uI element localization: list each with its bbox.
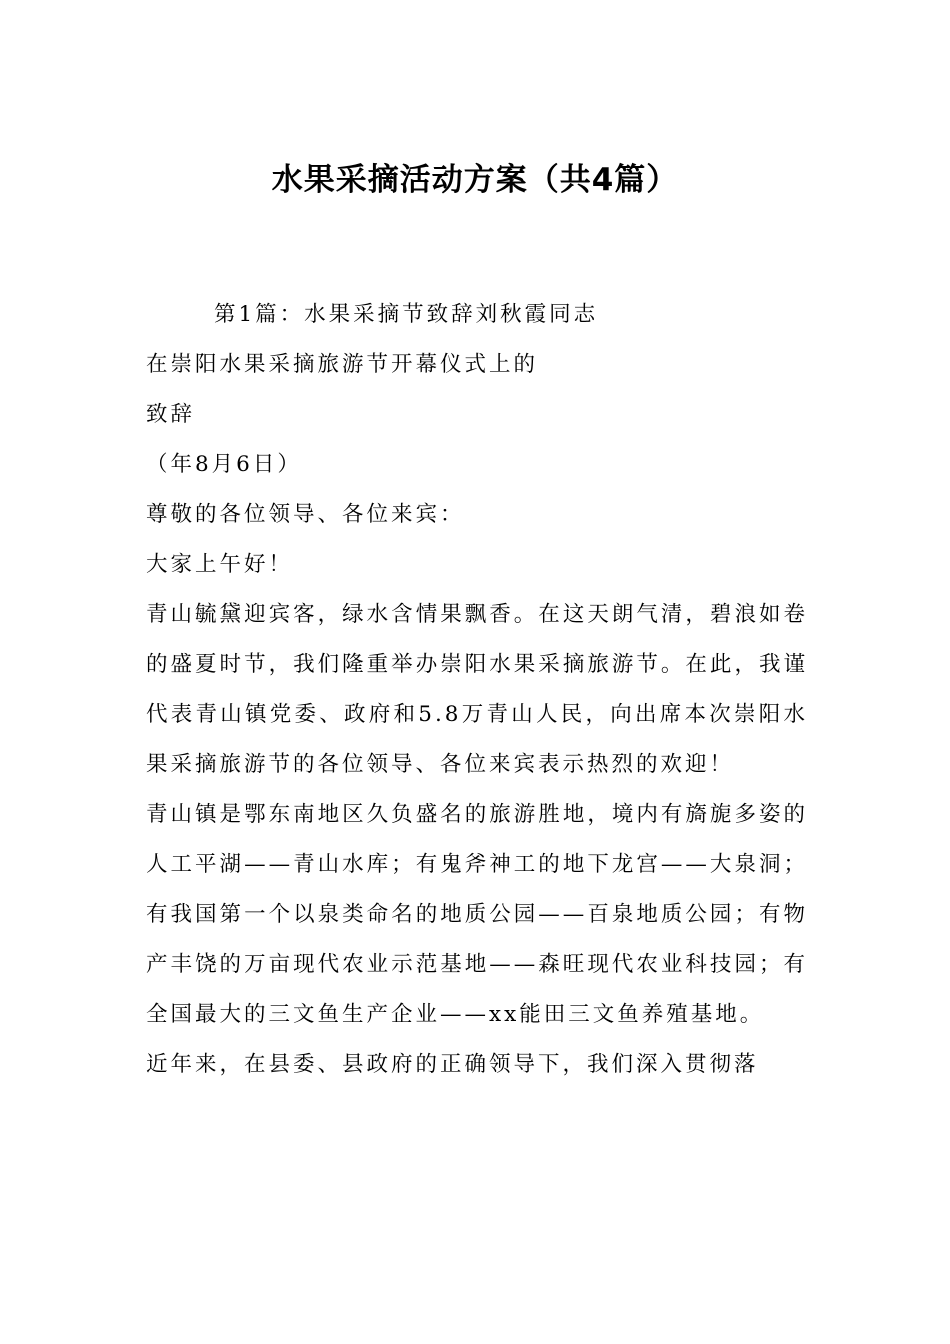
document-title: 水果采摘活动方案（共4篇） <box>271 162 679 198</box>
body-paragraph: 青山毓黛迎宾客，绿水含情果飘香。在这天朗气清，碧浪如卷的盛夏时节，我们隆重举办崇阳水果采摘旅游节。在此，我谨代表青山镇党委、政府和5.8万青山人民，向出席本次崇阳水果采摘旅游节的各位领导、各位来宾表示热烈的欢迎！ <box>146 602 808 777</box>
speech-title-line: 在崇阳水果采摘旅游节开幕仪式上的 <box>146 352 539 377</box>
document-body <box>146 290 808 1090</box>
speech-title-line: 致辞 <box>146 402 196 427</box>
greeting: 大家上午好！ <box>146 552 294 577</box>
chapter-heading: 第1篇：水果采摘节致辞刘秋霞同志 <box>214 302 599 327</box>
body-paragraph: 近年来，在县委、县政府的正确领导下，我们深入贯彻落 <box>146 1052 759 1077</box>
speech-date: （年8月6日） <box>146 452 302 477</box>
salutation: 尊敬的各位领导、各位来宾： <box>146 502 465 527</box>
body-paragraph: 青山镇是鄂东南地区久负盛名的旅游胜地，境内有旖旎多姿的人工平湖——青山水库；有鬼斧神工的地下龙宫——大泉洞；有我国第一个以泉类命名的地质公园——百泉地质公园；有物产丰饶的万亩现代农业示范基地——森旺现代农业科技园；有全国最大的三文鱼生产企业——xx能田三文鱼养殖基地。 <box>146 802 808 1027</box>
